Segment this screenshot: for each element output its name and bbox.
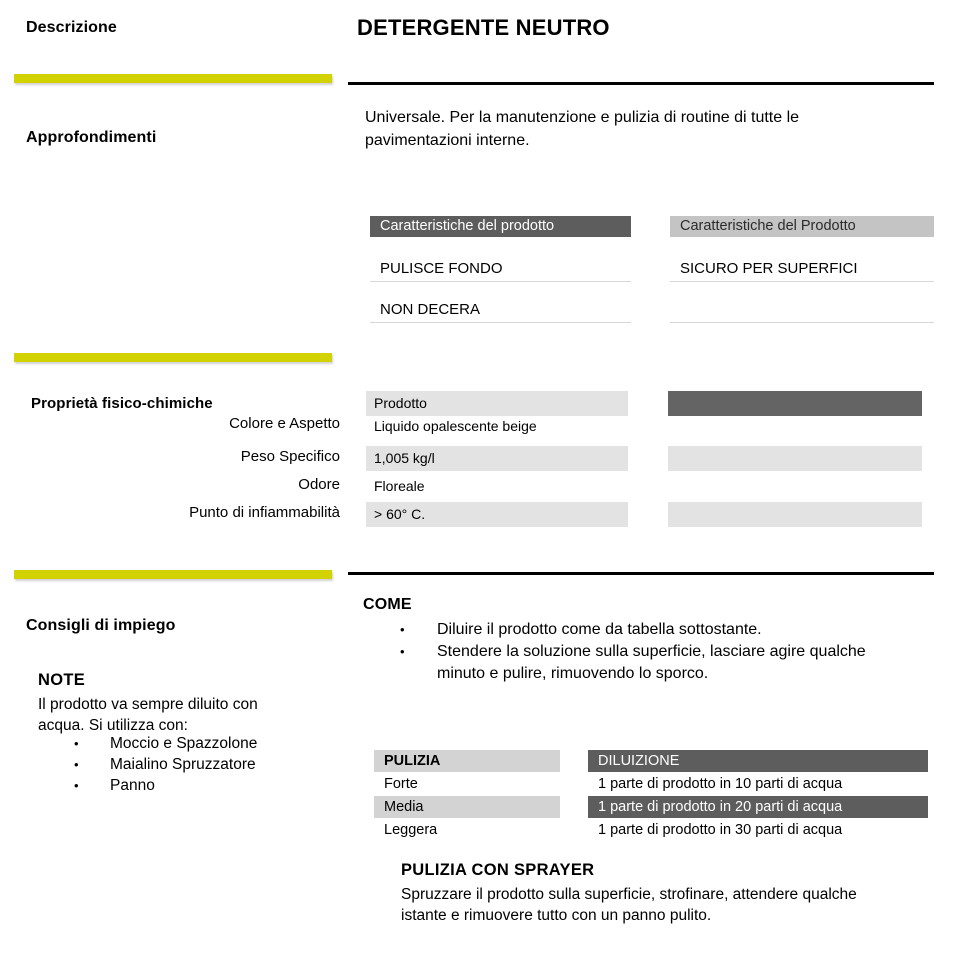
- approfondimenti-paragraph: Universale. Per la manutenzione e pulizia di routine di tutte le pavimentazioni interne.: [365, 109, 800, 149]
- come-bullet-glyph-0: •: [400, 622, 405, 637]
- caratteristiche-col1-row-1: NON DECERA: [370, 297, 631, 323]
- proprieta-row-3-value-right: [668, 502, 922, 527]
- proprieta-row-2-label: Odore: [298, 476, 340, 493]
- diluizione-row-0-diluizione: 1 parte di prodotto in 10 parti di acqua: [598, 776, 843, 792]
- note-item-1: Maialino Spruzzatore: [110, 756, 256, 773]
- note-title: NOTE: [38, 671, 86, 689]
- sprayer-paragraph: Spruzzare il prodotto sulla superficie, strofinare, attendere qualche istante e rimuovere tutto con un panno pulito.: [401, 886, 857, 924]
- note-bullet-glyph-2: •: [74, 778, 79, 793]
- proprieta-row-0-value: Liquido opalescente beige: [374, 418, 537, 434]
- come-title: COME: [363, 596, 412, 613]
- section-label-descrizione: Descrizione: [26, 19, 117, 36]
- caratteristiche-col1-header: Caratteristiche del prodotto: [370, 216, 631, 237]
- diluizione-row-1-diluizione: 1 parte di prodotto in 20 parti di acqua: [588, 796, 928, 818]
- proprieta-row-1-label: Peso Specifico: [240, 448, 340, 465]
- diluizione-col1-header: PULIZIA: [374, 750, 560, 772]
- caratteristiche-col2-header: Caratteristiche del Prodotto: [670, 216, 934, 237]
- page-title: DETERGENTE NEUTRO: [357, 15, 610, 40]
- yellow-rule-1: [14, 74, 332, 83]
- note-bullet-glyph-0: •: [74, 736, 79, 751]
- proprieta-row-2-value: Floreale: [374, 478, 425, 494]
- proprieta-row-2-value-right: [668, 474, 922, 499]
- proprieta-row-0-label: Colore e Aspetto: [229, 415, 340, 432]
- proprieta-row-0-value-right: [668, 414, 922, 439]
- section-label-approfondimenti: Approfondimenti: [26, 129, 157, 146]
- diluizione-row-2-diluizione: 1 parte di prodotto in 30 parti di acqua: [598, 822, 843, 838]
- diluizione-row-0-pulizia: Forte: [384, 776, 418, 792]
- black-rule-2: [348, 572, 934, 575]
- come-item-0: Diluire il prodotto come da tabella sottostante.: [437, 621, 762, 638]
- yellow-rule-3: [14, 570, 332, 579]
- proprieta-col-header-right: [668, 391, 922, 416]
- proprieta-col-header: Prodotto: [366, 391, 628, 416]
- diluizione-row-2-pulizia: Leggera: [384, 822, 438, 838]
- proprieta-row-1-value-right: [668, 446, 922, 471]
- caratteristiche-col1-row-0: PULISCE FONDO: [370, 256, 631, 282]
- come-item-1: Stendere la soluzione sulla superficie, lasciare agire qualche minuto e pulire, rimuovendo lo sporco.: [437, 643, 866, 682]
- proprieta-row-3-value: > 60° C.: [366, 502, 628, 527]
- caratteristiche-col2-row-1: [670, 297, 934, 323]
- note-item-0: Moccio e Spazzolone: [110, 735, 258, 752]
- yellow-rule-2: [14, 353, 332, 362]
- proprieta-row-3-label: Punto di infiammabilità: [189, 504, 340, 521]
- proprieta-row-1-value: 1,005 kg/l: [366, 446, 628, 471]
- section-label-consigli: Consigli di impiego: [26, 617, 176, 634]
- note-bullet-glyph-1: •: [74, 757, 79, 772]
- note-paragraph: Il prodotto va sempre diluito con acqua. Si utilizza con:: [38, 696, 258, 734]
- diluizione-row-1-pulizia: Media: [374, 796, 560, 818]
- caratteristiche-col2-row-0: SICURO PER SUPERFICI: [670, 256, 934, 282]
- come-bullet-glyph-1: •: [400, 644, 405, 659]
- note-item-2: Panno: [110, 777, 155, 794]
- section-label-proprieta: Proprietà fisico-chimiche: [31, 395, 213, 412]
- sprayer-title: PULIZIA CON SPRAYER: [401, 861, 595, 879]
- black-rule-1: [348, 82, 934, 85]
- diluizione-col2-header: DILUIZIONE: [588, 750, 928, 772]
